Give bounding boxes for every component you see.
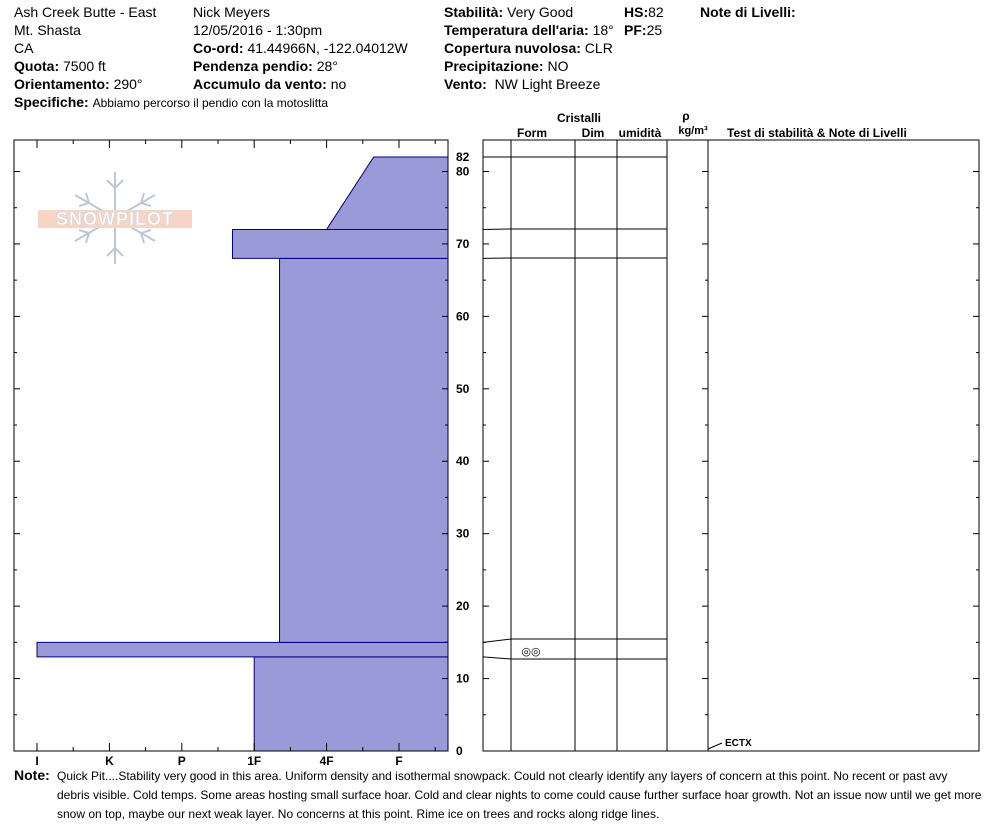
dim-header: Dim — [581, 126, 605, 140]
hardness-layer — [232, 229, 448, 258]
air-temp: Temperatura dell'aria: 18° — [444, 22, 614, 38]
stability: Stabilità: Very Good — [444, 4, 574, 20]
stability-test-label: ECTX — [725, 738, 752, 749]
note-text: Quick Pit....Stability very good in this area. Uniform density and isothermal snowpack. Could not clearly identify any layers of concern at this point. No recent or past avy debris visible. Cold temps. Some areas hosting small surface hoar. Cold and clear nights to come could cause further surface hoar growth. Not an issue now until we get more snow on top, maybe our next weak layer. No concerns at this point. Rime ice on trees and rocks along ridge lines. — [57, 769, 982, 821]
observer: Nick Meyers — [193, 4, 271, 20]
hardness-layer — [254, 657, 448, 751]
depth-tick-label: 0 — [456, 744, 463, 758]
density-unit-header: kg/m³ — [678, 125, 708, 137]
slope: Pendenza pendio: 28° — [193, 58, 338, 74]
grain-form-icon: ◎◎ — [521, 645, 541, 658]
range: Mt. Shasta — [14, 22, 81, 38]
hardness-tick-label: 4F — [319, 754, 334, 766]
crystals-header: Cristalli — [556, 111, 602, 125]
hardness-tick-label: F — [395, 754, 403, 766]
depth-tick-label: 80 — [456, 164, 470, 179]
table-row-connector — [483, 657, 511, 659]
hardness-layer — [327, 157, 448, 229]
location: Ash Creek Butte - East — [14, 4, 157, 20]
hardness-profile — [37, 157, 448, 751]
precipitation: Precipitazione: NO — [444, 58, 569, 74]
pf: PF:25 — [624, 22, 663, 38]
hardness-tick-label: K — [105, 754, 114, 766]
stability-notes-header: Test di stabilità & Note di Livelli — [727, 126, 907, 140]
coordinates: Co-ord: 41.44966N, -122.04012W — [193, 40, 408, 56]
depth-tick-label: 40 — [456, 454, 470, 469]
depth-tick-label: 10 — [456, 671, 470, 686]
hs: HS:82 — [624, 4, 664, 20]
hardness-layer — [37, 642, 448, 656]
hardness-layer — [280, 258, 448, 642]
depth-tick-label: 70 — [456, 236, 470, 251]
rho-header: ρ — [682, 109, 690, 123]
hardness-tick-label: P — [177, 754, 186, 766]
stability-test-pointer — [708, 743, 722, 749]
elevation: Quota: 7500 ft — [14, 58, 106, 74]
depth-tick-label: 60 — [456, 309, 470, 324]
humidity-header: umidità — [618, 126, 662, 140]
state: CA — [14, 40, 34, 56]
snowpilot-logo — [38, 172, 192, 264]
hardness-tick-label: 1F — [247, 754, 262, 766]
depth-top-label: 82 — [456, 150, 470, 164]
note-label: Note: — [14, 767, 50, 783]
form-header: Form — [517, 126, 547, 140]
hardness-tick-label: I — [35, 754, 39, 766]
depth-tick-label: 50 — [456, 381, 470, 396]
wind: Vento: NW Light Breeze — [444, 76, 601, 92]
wind-loading: Accumulo da vento: no — [193, 76, 347, 92]
table-row-connector — [483, 639, 511, 642]
depth-tick-label: 20 — [456, 599, 470, 614]
specifics: Specifiche: Abbiamo percorso il pendio con la motoslitta — [14, 94, 329, 110]
datetime: 12/05/2016 - 1:30pm — [193, 22, 323, 38]
aspect: Orientamento: 290° — [14, 76, 143, 92]
logo-text: SNOWPILOT — [56, 209, 174, 229]
depth-tick-label: 30 — [456, 526, 470, 541]
layer-notes-title: Note di Livelli: — [700, 4, 796, 20]
cloud-cover: Copertura nuvolosa: CLR — [444, 40, 613, 56]
